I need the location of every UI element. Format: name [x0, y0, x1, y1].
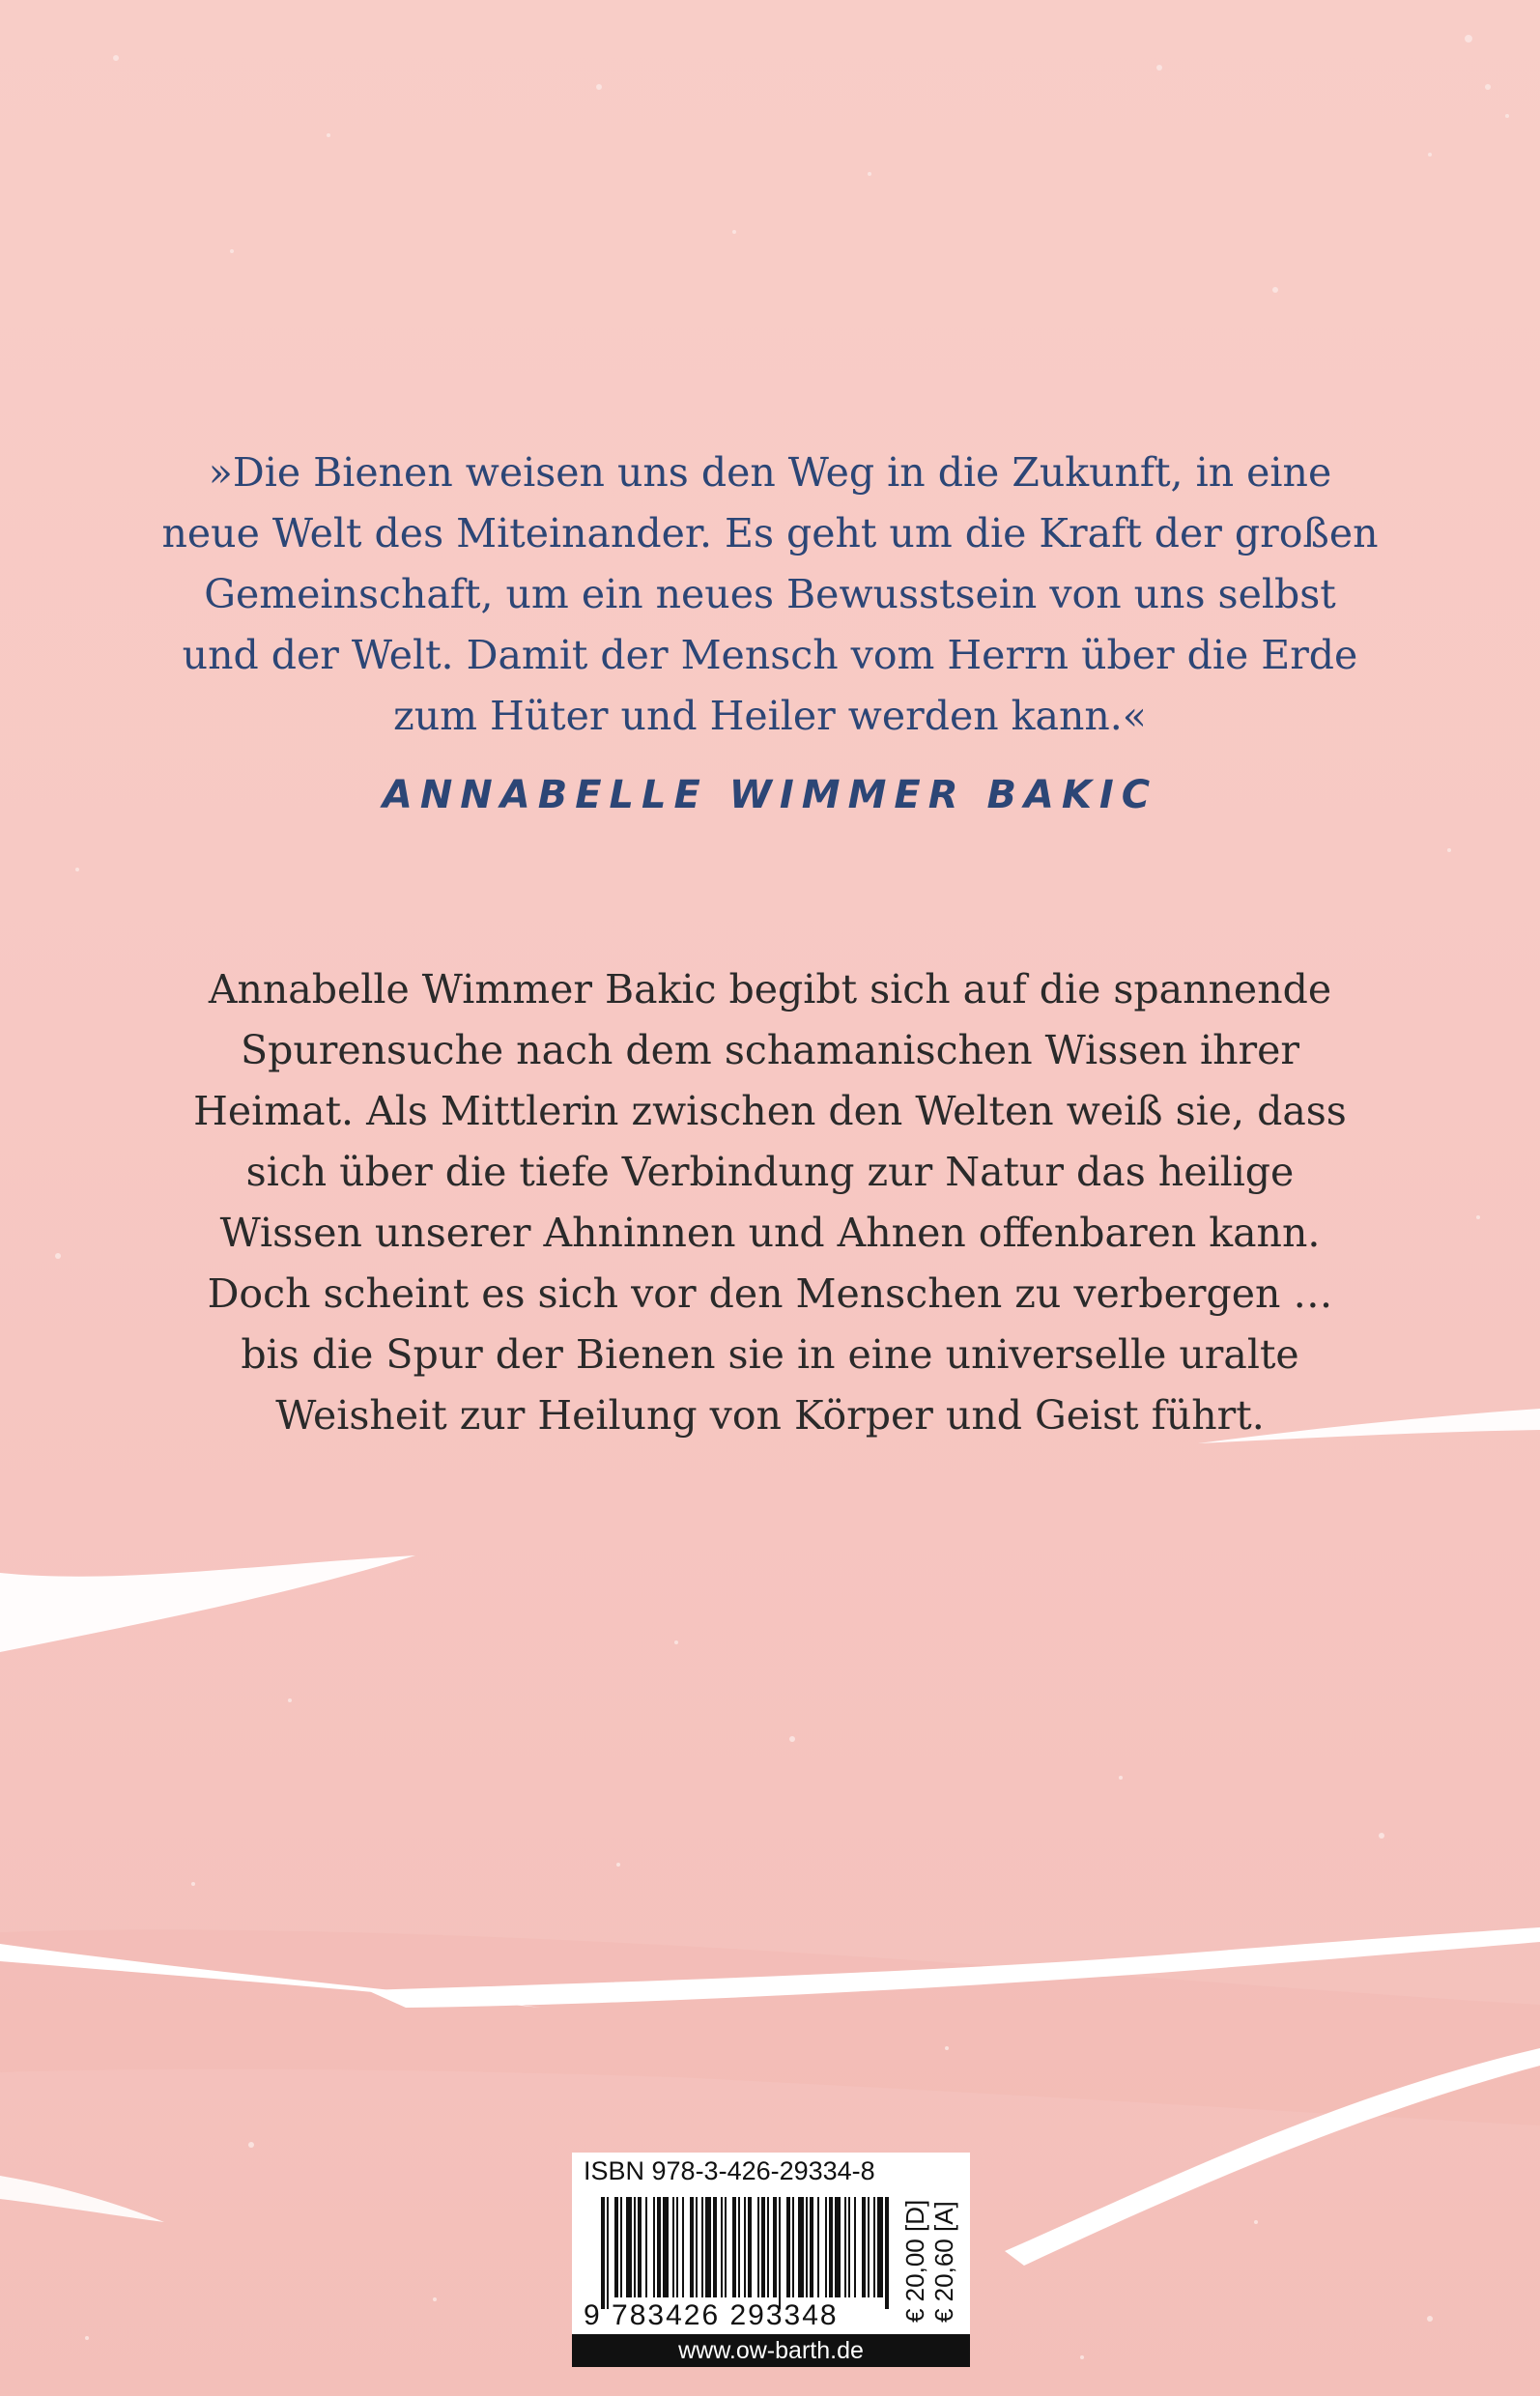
barcode-bar	[601, 2197, 605, 2309]
isbn-text: ISBN 978-3-426-29334-8	[584, 2156, 875, 2185]
barcode-bar	[738, 2197, 740, 2297]
barcode-bar	[767, 2197, 769, 2297]
barcode-bar	[626, 2197, 632, 2297]
quote-line: zum Hüter und Heiler werden kann.«	[393, 693, 1147, 739]
barcode-bar	[713, 2197, 717, 2297]
barcode-bar	[798, 2197, 804, 2297]
barcode-bar	[825, 2197, 827, 2297]
quote-author: ANNABELLE WIMMER BAKIC	[382, 773, 1158, 817]
barcode-bar	[645, 2197, 647, 2297]
barcode-bar	[634, 2197, 636, 2297]
barcode-bar	[701, 2197, 703, 2297]
barcode-bar	[744, 2197, 746, 2297]
blurb-line: bis die Spur der Bienen sie in eine universelle uralte	[241, 1331, 1299, 1378]
barcode-bar	[607, 2197, 609, 2309]
barcode-bar	[732, 2197, 736, 2297]
book-blurb	[155, 959, 1385, 1446]
barcode-bar	[806, 2197, 808, 2297]
blurb-line: Spurensuche nach dem schamanischen Wissen ihrer	[241, 1027, 1299, 1073]
barcode-bar	[676, 2197, 678, 2297]
brush-stroke-bottom-left	[0, 2176, 164, 2222]
barcode-bar	[877, 2197, 883, 2297]
barcode-box	[572, 2153, 970, 2367]
quote-line: Gemeinschaft, um ein neues Bewusstsein von uns selbst	[204, 571, 1336, 617]
pull-quote	[155, 442, 1385, 747]
barcode-bar	[620, 2197, 622, 2297]
barcode-bar	[854, 2197, 856, 2297]
barcode-bar	[835, 2197, 841, 2297]
publisher-website: www.ow-barth.de	[572, 2334, 970, 2367]
barcode-bar	[817, 2197, 819, 2297]
quote-line: neue Welt des Miteinander. Es geht um die Kraft der großen	[161, 510, 1379, 556]
blurb-line: sich über die tiefe Verbindung zur Natur das heilige	[245, 1149, 1295, 1195]
barcode-bar	[672, 2197, 674, 2297]
blurb-line: Annabelle Wimmer Bakic begibt sich auf die spannende	[208, 966, 1332, 1013]
barcode-bar	[862, 2197, 866, 2297]
barcode-bar	[721, 2197, 723, 2297]
barcode-bar	[786, 2197, 790, 2297]
price-germany: € 20,00 [D]	[900, 2199, 929, 2323]
barcode-bar	[663, 2197, 669, 2297]
barcode-bar	[792, 2197, 794, 2297]
barcode-bar	[885, 2197, 889, 2309]
barcode-digits: 9 783426 293348	[584, 2299, 839, 2331]
barcode-bar	[868, 2197, 870, 2297]
barcode-bar	[614, 2197, 618, 2297]
quote-line: »Die Bienen weisen uns den Weg in die Zukunft, in eine	[208, 449, 1332, 496]
barcode-bar	[690, 2197, 694, 2297]
barcode-bar	[757, 2197, 759, 2297]
barcode-bar	[657, 2197, 661, 2297]
barcode-bar	[848, 2197, 850, 2297]
quote-line: und der Welt. Damit der Mensch vom Herrn über die Erde	[182, 632, 1358, 678]
barcode-bar	[725, 2197, 727, 2297]
blurb-line: Weisheit zur Heilung von Körper und Geist führt.	[275, 1392, 1265, 1439]
barcode-bar	[653, 2197, 655, 2297]
blurb-line: Heimat. Als Mittlerin zwischen den Welten weiß sie, dass	[193, 1088, 1347, 1134]
barcode-bar	[844, 2197, 846, 2297]
barcode-bar	[638, 2197, 642, 2297]
barcode-bar	[761, 2197, 765, 2297]
barcode-bar	[810, 2197, 813, 2297]
brush-stroke-upper	[0, 1555, 415, 1652]
barcode-bar	[705, 2197, 711, 2297]
barcode-bar	[873, 2197, 875, 2297]
barcode-bar	[773, 2197, 777, 2297]
barcode-bar	[829, 2197, 833, 2297]
barcode-bar	[779, 2197, 781, 2309]
blurb-line: Wissen unserer Ahninnen und Ahnen offenbaren kann.	[219, 1210, 1321, 1256]
barcode-bar	[682, 2197, 684, 2297]
blurb-line: Doch scheint es sich vor den Menschen zu verbergen …	[207, 1270, 1333, 1317]
barcode-bar	[748, 2197, 752, 2297]
barcode-bar	[696, 2197, 698, 2297]
price-austria: € 20,60 [A]	[929, 2201, 958, 2323]
